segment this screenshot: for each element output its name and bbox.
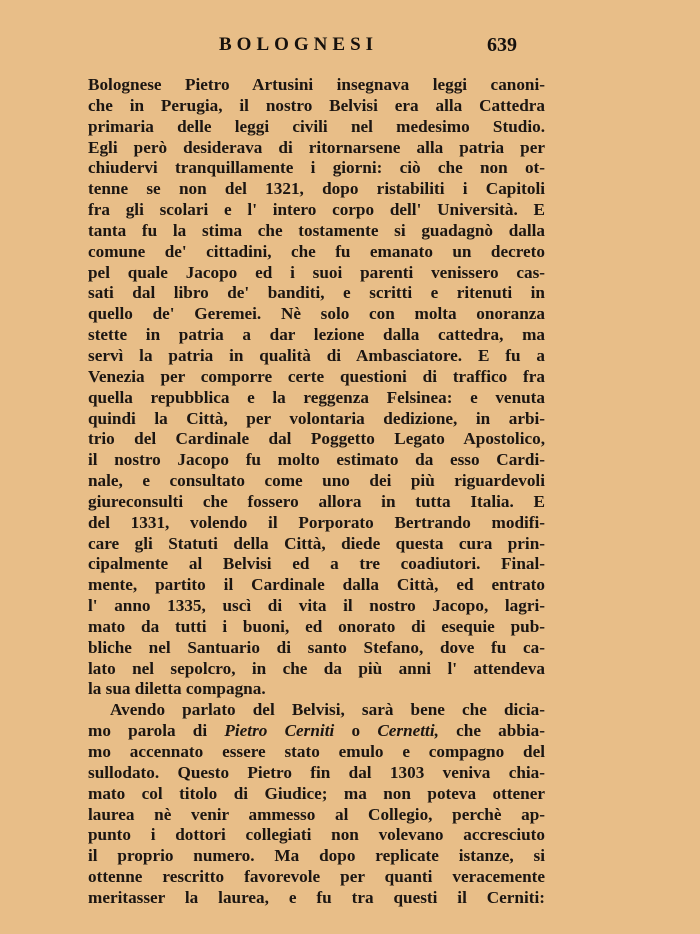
- text-line: il nostro Jacopo fu molto estimato da esso Cardi-: [88, 450, 545, 470]
- text-line: mo accennato essere stato emulo e compagno del: [88, 742, 545, 761]
- text-line: quello de' Geremei. Nè solo con molta onoranza: [88, 304, 545, 324]
- text-line: Egli però desiderava di ritornarsene alla patria per: [88, 137, 545, 157]
- page-number: 639: [487, 34, 517, 56]
- text-line: ottenne rescritto favorevole per quanti veracemente: [88, 867, 545, 887]
- text-line: care gli Statuti della Città, diede questa cura prin-: [88, 533, 545, 553]
- text-line: giureconsulti che fossero allora in tutta Italia. E: [88, 491, 545, 511]
- text-line: quella repubblica e la reggenza Felsinea: e venuta: [88, 387, 545, 407]
- text-line: pel quale Jacopo ed i suoi parenti venissero cas-: [88, 262, 545, 282]
- text-line: lato nel sepolcro, in che da più anni l' attendeva: [88, 658, 545, 678]
- text-line: quindi la Città, per volontaria dedizione, in arbi-: [88, 408, 545, 428]
- text-line: laurea nè venir ammesso al Collegio, perchè ap-: [88, 804, 545, 824]
- text-line: fra gli scolari e l' intero corpo dell' Università. E: [88, 200, 545, 220]
- text-line: sullodato. Questo Pietro fin dal 1303 veniva chia-: [88, 762, 545, 782]
- text-line: bliche nel Santuario di santo Stefano, dove fu ca-: [88, 637, 545, 657]
- person-name: Pietro Cerniti: [224, 721, 335, 741]
- text-line: la sua diletta compagna.: [88, 679, 266, 699]
- text-segment: o: [334, 721, 378, 741]
- text-line: trio del Cardinale dal Poggetto Legato Apostolico,: [88, 429, 545, 449]
- text-line: primaria delle leggi civili nel medesimo Studio.: [88, 116, 545, 136]
- text-line: del 1331, volendo il Porporato Bertrando modifi-: [88, 512, 545, 532]
- text-line: servì la patria in qualità di Ambasciatore. E fu a: [88, 345, 545, 365]
- text-segment: mo parola di: [88, 721, 225, 741]
- text-line: comune de' cittadini, che fu emanato un decreto: [88, 241, 545, 261]
- text-line: meritasser la laurea, e fu tra questi il Cerniti:: [88, 887, 545, 907]
- text-line: stette in patria a dar lezione dalla cattedra, ma: [88, 325, 545, 345]
- body-text: [88, 75, 545, 909]
- text-line: mato col titolo di Giudice; ma non poteva ottener: [88, 783, 545, 803]
- text-line: nale, e consultato come uno dei più riguardevoli: [88, 471, 545, 491]
- text-line: che in Perugia, il nostro Belvisi era alla Cattedra: [88, 95, 545, 115]
- paragraph-opening-line: Avendo parlato del Belvisi, sarà bene che dicia-: [110, 700, 545, 720]
- person-name: Cernetti,: [377, 721, 439, 741]
- text-line: mente, partito il Cardinale dalla Città, ed entrato: [88, 575, 545, 595]
- text-line: l' anno 1335, uscì di vita il nostro Jacopo, lagri-: [88, 596, 545, 616]
- text-line: mato da tutti i buoni, ed onorato di esequie pub-: [88, 616, 545, 636]
- text-line: il proprio numero. Ma dopo replicate istanze, si: [88, 846, 545, 866]
- text-line-with-names: [88, 721, 545, 742]
- text-segment: che abbia-: [438, 721, 545, 741]
- text-line: Bolognese Pietro Artusini insegnava leggi canoni-: [88, 75, 545, 94]
- text-line: punto i dottori collegiati non volevano accresciuto: [88, 825, 545, 845]
- text-line: tanta fu la stima che tostamente si guadagnò dalla: [88, 220, 545, 240]
- text-line: chiudervi tranquillamente i giorni: ciò che non ot-: [88, 158, 545, 178]
- text-line: cipalmente al Belvisi ed a tre coadiutori. Final-: [88, 554, 545, 574]
- text-line: Venezia per comporre certe questioni di traffico fra: [88, 366, 545, 386]
- running-title: BOLOGNESI: [219, 34, 379, 55]
- text-line: sati dal libro de' banditi, e scritti e ritenuti in: [88, 283, 545, 303]
- text-line: tenne se non del 1321, dopo ristabiliti i Capitoli: [88, 179, 545, 199]
